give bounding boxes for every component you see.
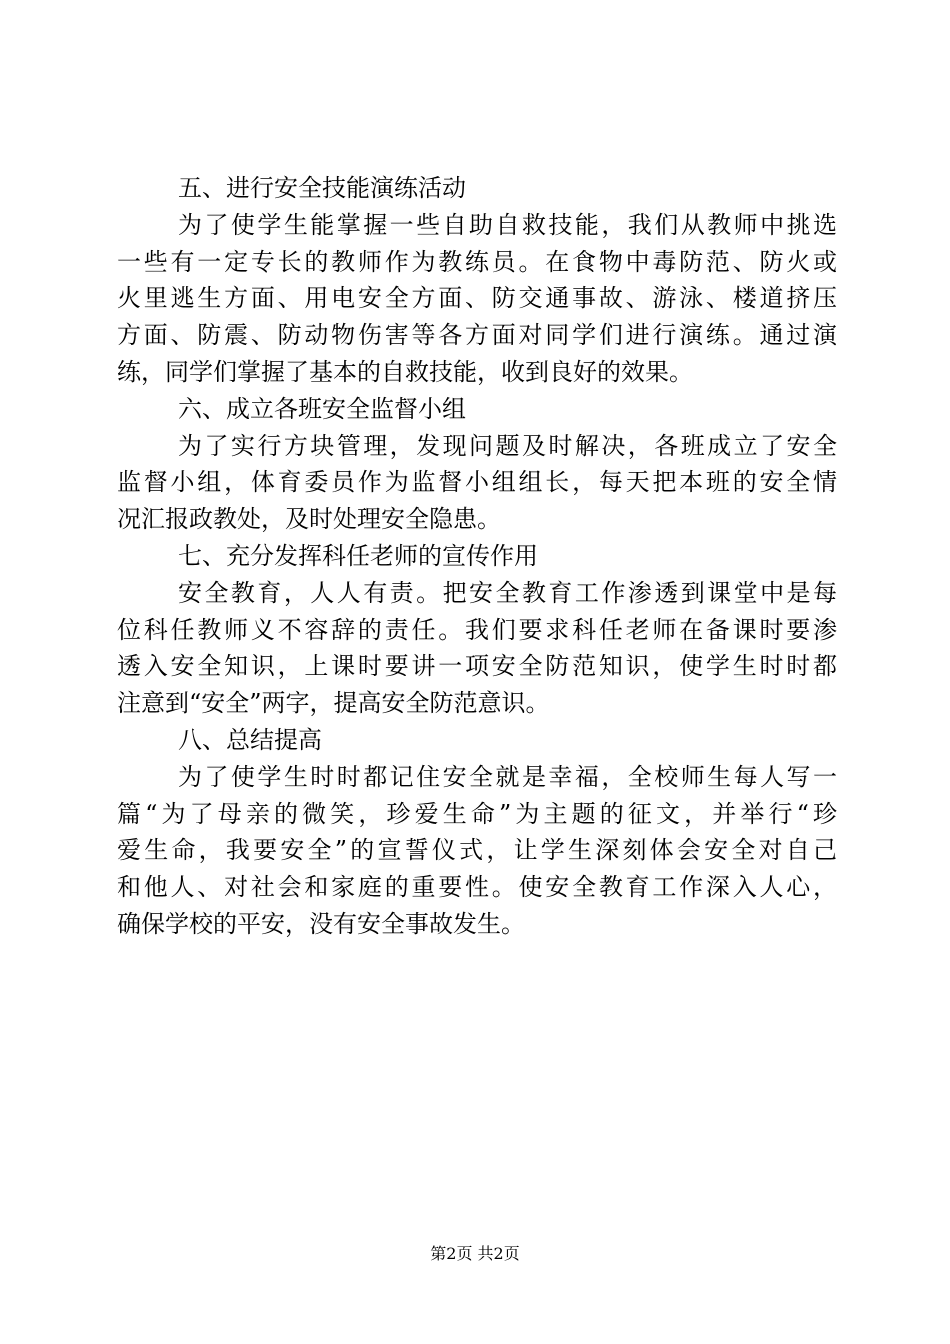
paragraph-line: 注意到“安全”两字，提高安全防范意识。 [117, 689, 550, 718]
paragraph-line: 监督小组，体育委员作为监督小组组长，每天把本班的安全情 [117, 468, 837, 497]
paragraph-line: 火里逃生方面、用电安全方面、防交通事故、游泳、楼道挤压 [117, 284, 837, 313]
paragraph-line: 安全教育，人人有责。把安全教育工作渗透到课堂中是每 [178, 578, 837, 607]
paragraph-line: 透入安全知识，上课时要讲一项安全防范知识，使学生时时都 [117, 652, 837, 681]
paragraph-line: 位科任教师义不容辞的责任。我们要求科任老师在备课时要渗 [117, 615, 837, 644]
paragraph-line: 练，同学们掌握了基本的自救技能，收到良好的效果。 [117, 357, 693, 386]
paragraph-line: 为了使学生能掌握一些自助自救技能，我们从教师中挑选 [178, 210, 837, 239]
page-footer: 第2页 共2页 [430, 1244, 520, 1263]
paragraph-line: 爱生命，我要安全”的宣誓仪式，让学生深刻体会安全对自己 [117, 836, 837, 865]
paragraph-line: 方面、防震、防动物伤害等各方面对同学们进行演练。通过演 [117, 321, 837, 350]
document-body [117, 170, 837, 943]
section-heading: 五、进行安全技能演练活动 [178, 174, 466, 202]
paragraph-line: 篇“为了母亲的微笑，珍爱生命”为主题的征文，并举行“珍 [117, 799, 837, 828]
section-heading: 六、成立各班安全监督小组 [178, 394, 466, 423]
paragraph-line: 一些有一定专长的教师作为教练员。在食物中毒防范、防火或 [117, 247, 837, 276]
paragraph-line: 和他人、对社会和家庭的重要性。使安全教育工作深入人心， [117, 873, 837, 902]
paragraph-line: 为了实行方块管理，发现问题及时解决，各班成立了安全 [178, 431, 837, 460]
section-heading: 七、充分发挥科任老师的宣传作用 [178, 541, 538, 570]
paragraph-line: 为了使学生时时都记住安全就是幸福，全校师生每人写一 [178, 762, 837, 791]
paragraph-line: 况汇报政教处，及时处理安全隐患。 [117, 505, 501, 534]
paragraph-line: 确保学校的平安，没有安全事故发生。 [117, 909, 525, 938]
section-heading: 八、总结提高 [178, 725, 322, 754]
